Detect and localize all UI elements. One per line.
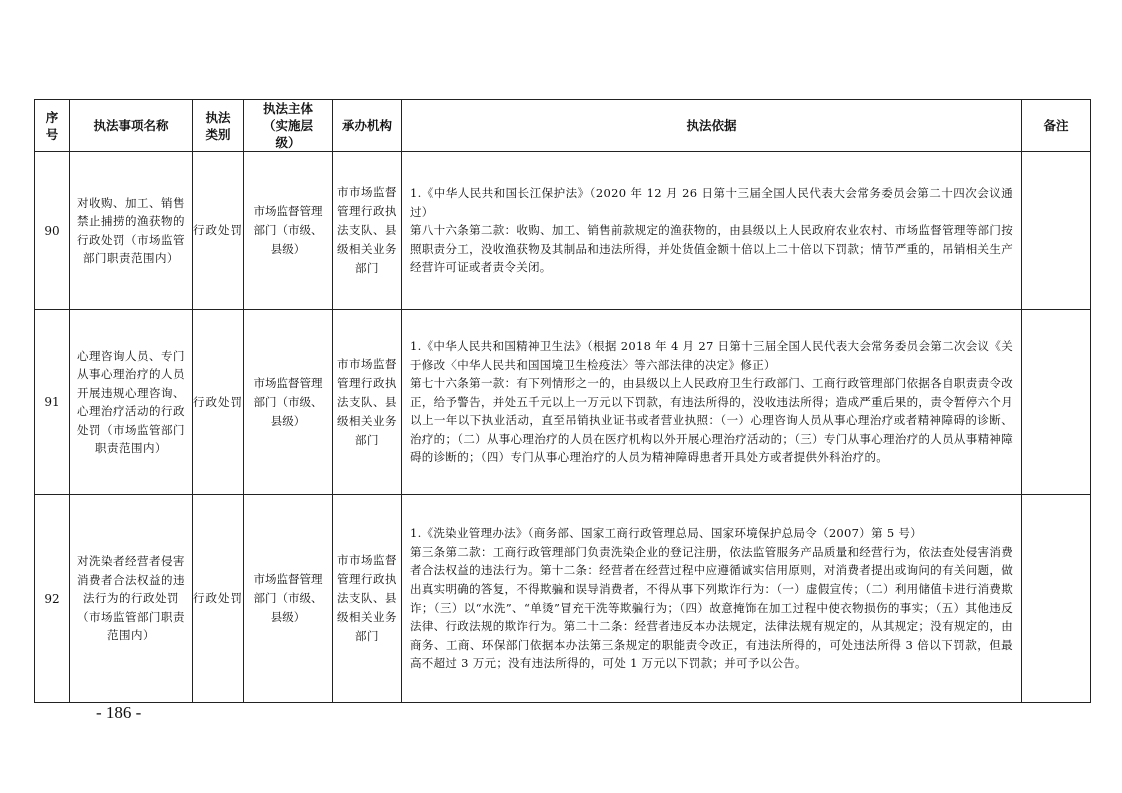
legal-basis (402, 310, 1022, 495)
legal-basis (402, 495, 1022, 703)
table-row (35, 310, 1091, 495)
row-number: 92 (35, 495, 70, 703)
basis-paragraph: 1.《洗染业管理办法》（商务部、国家工商行政管理总局、国家环境保护总局令（2007）第 5 号） (410, 526, 923, 541)
remark-cell (1022, 310, 1091, 495)
header-category: 执法类别 (193, 100, 244, 152)
basis-paragraph: 第三条第二款：工商行政管理部门负责洗染企业的登记注册，依法监管服务产品质量和经营行为，依法查处侵害消费者合法权益的违法行为。第十二条：经营者在经营过程中应遵循诚实信用原则，对消费者提出或询问的有关问题，做出真实明确的答复，不得欺骗和误导消费者，不得从事下列欺诈行为：（一）虚假宣传；（二）利用储值卡进行消费欺诈；（三）以“水洗”、“单烫”冒充干洗等欺骗行为；（四）故意掩饰在加工过程中使衣物损伤的事实；（五）其他违反法律、行政法规的欺诈行为。第二十二条：经营者违反本办法规定，法律法规有规定的，从其规定；没有规定的，由商务、工商、环保部门依据本办法第三条规定的职能责令改正，有违法所得的，可处违法所得 3 倍以下罚款，但最高不超过 3 万元；没有违法所得的，可处 1 万元以下罚款；并可予以公告。 (410, 544, 1013, 671)
handling-org: 市市场监督管理行政执法支队、县级相关业务部门 (333, 310, 402, 495)
handling-org: 市市场监督管理行政执法支队、县级相关业务部门 (333, 495, 402, 703)
basis-paragraph: 1.《中华人民共和国精神卫生法》（根据 2018 年 4 月 27 日第十三届全国人民代表大会常务委员会第二次会议《关于修改〈中华人民共和国国境卫生检疫法〉等六部法律的决定》修正） (410, 338, 1013, 372)
item-name: 心理咨询人员、专门从事心理治疗的人员开展违规心理咨询、心理治疗活动的行政处罚（市场监管部门职责范围内） (70, 310, 193, 495)
enforcement-body: 市场监督管理部门（市级、县级） (244, 310, 333, 495)
legal-basis (402, 152, 1022, 310)
enforcement-category: 行政处罚 (193, 310, 244, 495)
row-number: 90 (35, 152, 70, 310)
item-name: 对收购、加工、销售禁止捕捞的渔获物的行政处罚（市场监管部门职责范围内） (70, 152, 193, 310)
basis-paragraph: 第七十六条第一款：有下列情形之一的，由县级以上人民政府卫生行政部门、工商行政管理部门依据各自职责责令改正，给予警告，并处五千元以上一万元以下罚款，有违法所得的，没收违法所得；造成严重后果的，责令暂停六个月以上一年以下执业活动，直至吊销执业证书或者营业执照：（一）心理咨询人员从事心理治疗或者精神障碍的诊断、治疗的；（二）从事心理治疗的人员在医疗机构以外开展心理治疗活动的；（三）专门从事心理治疗的人员从事精神障碍的诊断的；（四）专门从事心理治疗的人员为精神障碍患者开具处方或者提供外科治疗的。 (410, 376, 1013, 465)
remark-cell (1022, 152, 1091, 310)
header-name: 执法事项名称 (70, 100, 193, 152)
enforcement-category: 行政处罚 (193, 152, 244, 310)
page-number: - 186 - (96, 703, 142, 722)
table-row (35, 152, 1091, 310)
header-org: 承办机构 (333, 100, 402, 152)
header-basis: 执法依据 (402, 100, 1022, 152)
basis-paragraph: 第八十六条第二款：收购、加工、销售前款规定的渔获物的，由县级以上人民政府农业农村、市场监督管理等部门按照职责分工，没收渔获物及其制品和违法所得，并处货值金额十倍以上二十倍以下罚款；情节严重的，吊销相关生产经营许可证或者责令关闭。 (410, 223, 1013, 275)
enforcement-body: 市场监督管理部门（市级、县级） (244, 495, 333, 703)
header-row (35, 100, 1091, 152)
header-no: 序号 (35, 100, 70, 152)
header-remark: 备注 (1022, 100, 1091, 152)
basis-paragraph: 1.《中华人民共和国长江保护法》（2020 年 12 月 26 日第十三届全国人民代表大会常务委员会第二十四次会议通过） (410, 186, 1013, 219)
table-row (35, 495, 1091, 703)
remark-cell (1022, 495, 1091, 703)
header-body: 执法主体（实施层级） (244, 100, 333, 152)
enforcement-table (34, 99, 1091, 703)
row-number: 91 (35, 310, 70, 495)
enforcement-body: 市场监督管理部门（市级、县级） (244, 152, 333, 310)
enforcement-category: 行政处罚 (193, 495, 244, 703)
handling-org: 市市场监督管理行政执法支队、县级相关业务部门 (333, 152, 402, 310)
item-name: 对洗染者经营者侵害消费者合法权益的违法行为的行政处罚（市场监管部门职责范围内） (70, 495, 193, 703)
